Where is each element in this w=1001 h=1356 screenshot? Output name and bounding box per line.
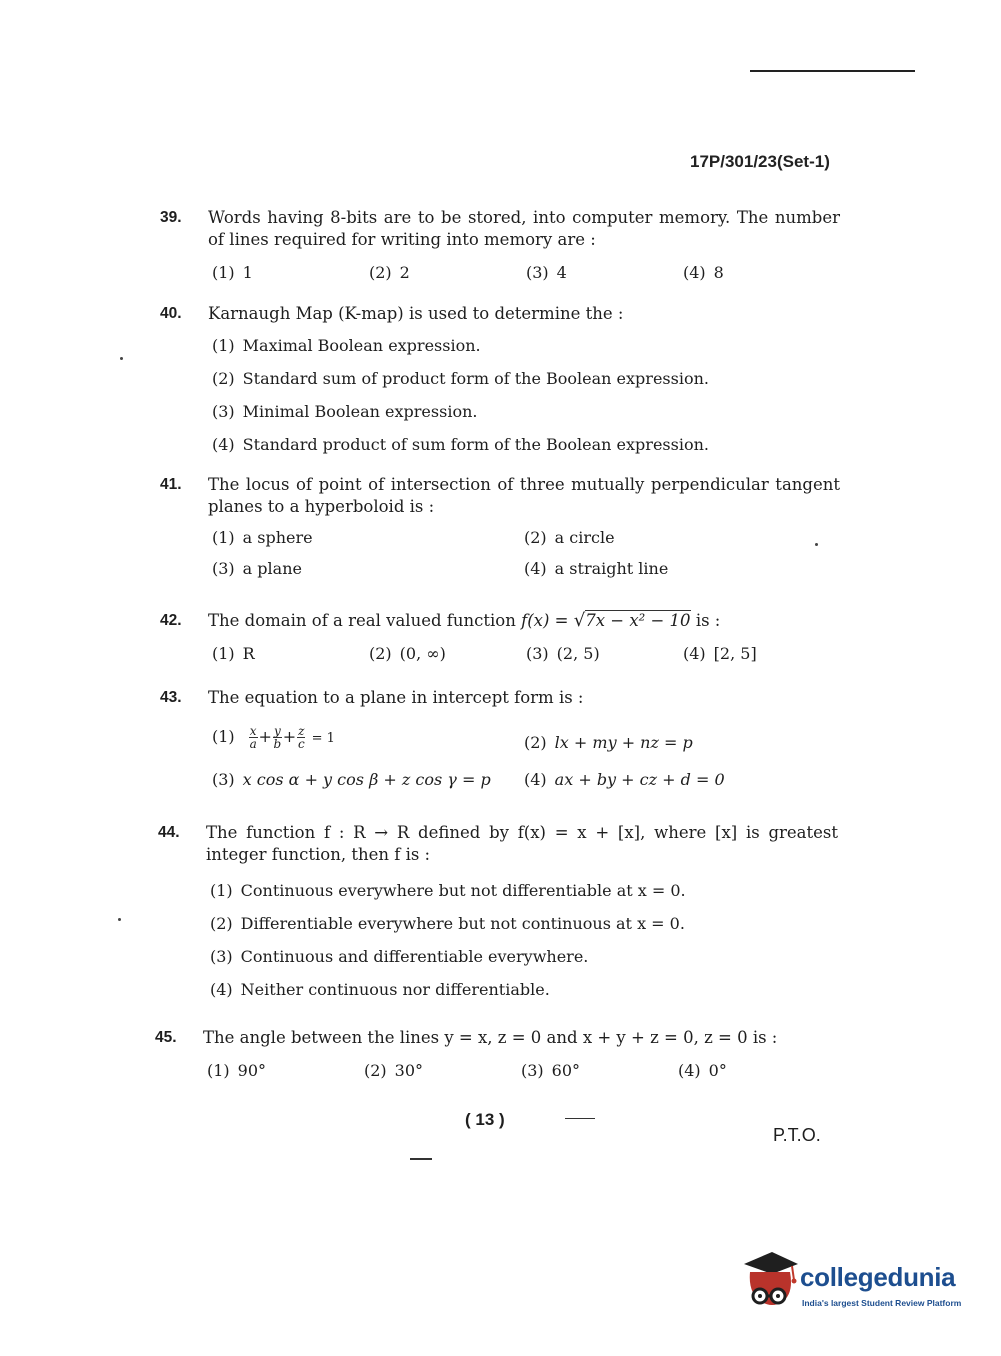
function-expression: f(x) = [521, 611, 574, 630]
option-3: (3) Minimal Boolean expression. [212, 402, 478, 421]
option-2: (2) 2 [369, 263, 410, 282]
scan-speck [118, 918, 121, 921]
scan-speck [815, 543, 818, 546]
options [210, 880, 838, 1012]
option-2: (2) lx + my + nz = p [524, 733, 693, 752]
question-number: 42. [160, 612, 182, 629]
question-text: The domain of a real valued function f(x) = √7x − x² − 10 is : [208, 610, 721, 631]
pto-label: P.T.O. [773, 1125, 821, 1145]
option-1: (1) 1 [212, 263, 253, 282]
option-2: (2) Standard sum of product form of the Boolean expression. [212, 369, 709, 388]
top-rule [750, 70, 915, 72]
question-45 [155, 1027, 835, 1080]
option-1: (1) $\frac{x}{a}$ + $\frac{y}{b}$ + $\frac{z}{c}$ = 1 [212, 724, 335, 751]
question-number: 39. [160, 209, 182, 226]
option-1: (1) R [212, 644, 255, 663]
options [212, 335, 840, 467]
mascot-icon [742, 1250, 800, 1312]
option-4: (4) 0° [678, 1061, 727, 1080]
question-text: The angle between the lines y = x, z = 0 and x + y + z = 0, z = 0 is : [203, 1028, 778, 1047]
option-1: (1) Maximal Boolean expression. [212, 336, 481, 355]
question-40 [160, 303, 840, 467]
question-text: The function f : R → R defined by f(x) = x + [x], where [x] is greatest integer function, then f is : [206, 823, 838, 864]
radical-expression: 7x − x² − 10 [585, 611, 691, 630]
question-number: 40. [160, 305, 182, 322]
question-42 [160, 610, 840, 663]
question-41 [160, 474, 840, 578]
scan-dash [565, 1118, 595, 1119]
scan-speck [120, 357, 123, 360]
option-3: (3) Continuous and differentiable everywhere. [210, 947, 589, 966]
option-3: (3) 60° [521, 1061, 581, 1080]
question-number: 41. [160, 476, 182, 493]
options [212, 263, 840, 282]
options [207, 1061, 835, 1080]
option-1: (1) a sphere [212, 528, 313, 547]
options [212, 644, 840, 663]
question-39 [160, 207, 840, 282]
question-43 [160, 687, 840, 789]
option-2: (2) a circle [524, 528, 615, 547]
option-2: (2) Differentiable everywhere but not continuous at x = 0. [210, 914, 685, 933]
option-4: (4) [2, 5] [683, 644, 757, 663]
brand-name: collegedunia [800, 1262, 956, 1292]
option-4: (4) a straight line [524, 559, 669, 578]
option-3: (3) x cos α + y cos β + z cos γ = p [212, 770, 491, 789]
option-1: (1) Continuous everywhere but not differentiable at x = 0. [210, 881, 686, 900]
option-2: (2) (0, ∞) [369, 644, 446, 663]
option-3: (3) 4 [526, 263, 567, 282]
option-4: (4) Neither continuous nor differentiable. [210, 980, 550, 999]
question-44 [158, 822, 838, 1012]
paper-code: 17P/301/23(Set-1) [690, 152, 830, 171]
option-1: (1) 90° [207, 1061, 267, 1080]
option-3: (3) (2, 5) [526, 644, 600, 663]
question-text: Karnaugh Map (K-map) is used to determine the : [208, 304, 624, 323]
question-text: Words having 8-bits are to be stored, into computer memory. The number of lines required for writing into memory are : [208, 208, 840, 249]
question-text: The equation to a plane in intercept form is : [208, 688, 584, 707]
page-number: ( 13 ) [465, 1110, 505, 1129]
options [212, 725, 840, 789]
option-3: (3) a plane [212, 559, 302, 578]
brand-tagline: India's largest Student Review Platform [802, 1298, 962, 1308]
options [212, 528, 840, 578]
scan-dash [410, 1158, 432, 1160]
option-2: (2) 30° [364, 1061, 424, 1080]
collegedunia-logo [742, 1250, 972, 1320]
option-4: (4) 8 [683, 263, 724, 282]
question-number: 43. [160, 689, 182, 706]
option-4: (4) ax + by + cz + d = 0 [524, 770, 725, 789]
question-text: The locus of point of intersection of three mutually perpendicular tangent planes to a hyperboloid is : [208, 475, 840, 516]
question-number: 45. [155, 1029, 177, 1046]
option-4: (4) Standard product of sum form of the Boolean expression. [212, 435, 709, 454]
question-number: 44. [158, 824, 180, 841]
